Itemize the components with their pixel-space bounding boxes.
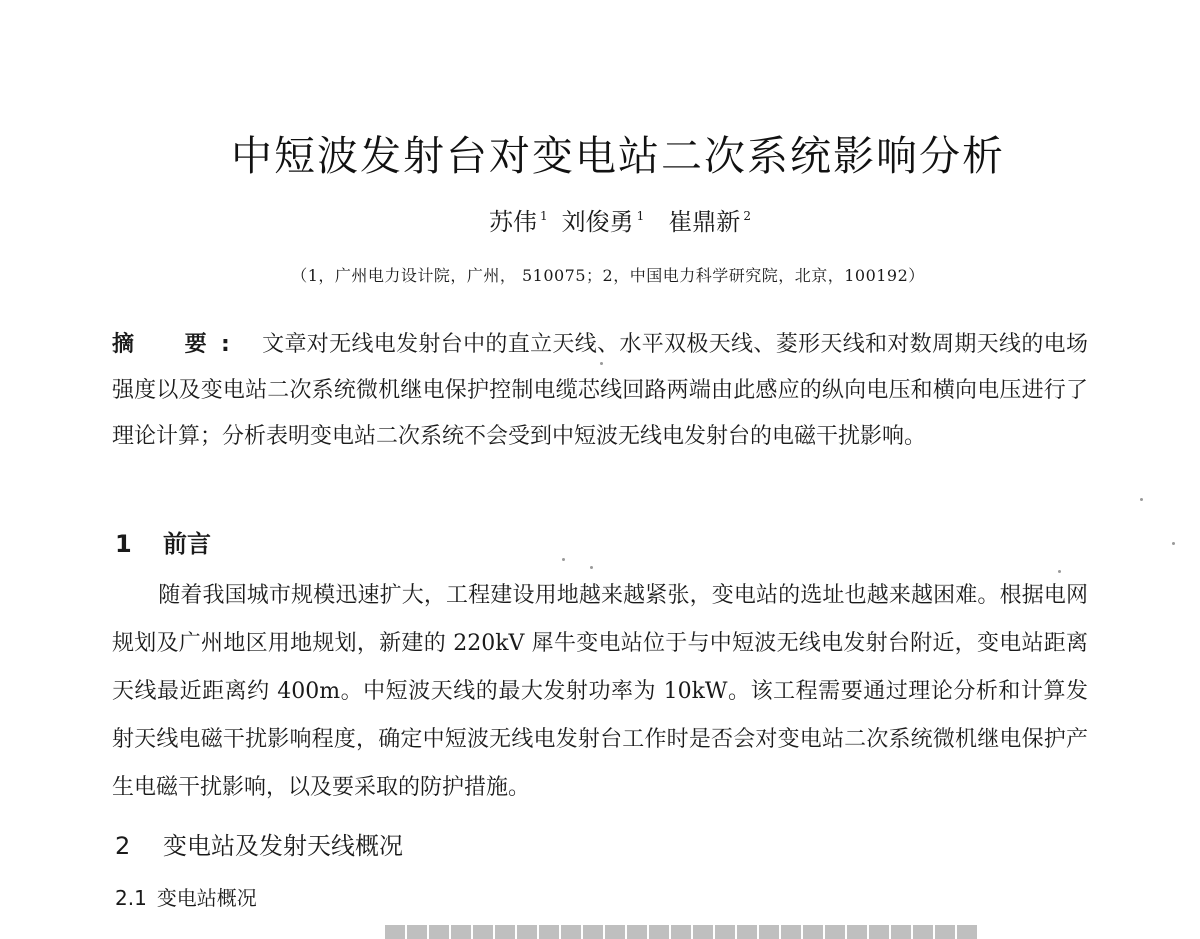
scan-speck bbox=[590, 566, 593, 569]
section-title: 变电站及发射天线概况 bbox=[163, 832, 403, 860]
scan-speck bbox=[600, 362, 603, 365]
scan-speck bbox=[562, 558, 565, 561]
author-name: 刘俊勇 bbox=[561, 208, 634, 236]
affiliation-marker: 1 bbox=[540, 209, 548, 223]
author-name: 苏伟 bbox=[489, 208, 538, 236]
abstract-text: 文章对无线电发射台中的直立天线、水平双极天线、菱形天线和对数周期天线的电场强度以及变电站二次系统微机继电保护控制电缆芯线回路两端由此感应的纵向电压和横向电压进行了理论计算；分析表明变电站二次系统不会受到中短波无线电发射台的电磁干扰影响。 bbox=[112, 332, 1088, 449]
author bbox=[668, 196, 751, 242]
scan-speck bbox=[1058, 570, 1061, 573]
section-number: 1 bbox=[115, 530, 132, 558]
section-paragraph: 随着我国城市规模迅速扩大，工程建设用地越来越紧张，变电站的选址也越来越困难。根据电网规划及广州地区用地规划，新建的 220kV 犀牛变电站位于与中短波无线电发射台附近，变电站距离天线最近距离约 400m。中短波天线的最大发射功率为 10kW。该工程需要通过理论分析和计算发射天线电磁干扰影响程度，确定中短波无线电发射台工作时是否会对变电站二次系统微机继电保护产生电磁干扰影响，以及要采取的防护措施。 bbox=[112, 583, 1088, 800]
section-heading bbox=[115, 826, 403, 866]
author bbox=[489, 196, 548, 242]
author bbox=[562, 196, 645, 242]
scan-speck bbox=[1140, 498, 1143, 501]
abstract bbox=[112, 322, 1088, 460]
section-number: 2 bbox=[115, 832, 131, 860]
subsection-title: 变电站概况 bbox=[156, 886, 257, 910]
author-name: 崔鼎新 bbox=[668, 208, 741, 236]
section-title: 前言 bbox=[163, 530, 211, 558]
affiliation-marker: 2 bbox=[743, 209, 751, 223]
paper-title: 中短波发射台对变电站二次系统影响分析 bbox=[231, 132, 1005, 180]
section-heading bbox=[115, 524, 211, 564]
subsection-heading bbox=[115, 880, 257, 916]
affiliation-marker: 1 bbox=[636, 209, 645, 223]
cropped-text-line bbox=[385, 925, 1035, 939]
subsection-number: 2.1 bbox=[115, 886, 147, 910]
scan-speck bbox=[1172, 542, 1175, 545]
author-list bbox=[0, 196, 1200, 242]
abstract-label: 摘 要: bbox=[112, 332, 244, 357]
affiliation-line: （1，广州电力设计院，广州， 510075；2，中国电力科学研究院，北京，100192） bbox=[291, 266, 925, 285]
